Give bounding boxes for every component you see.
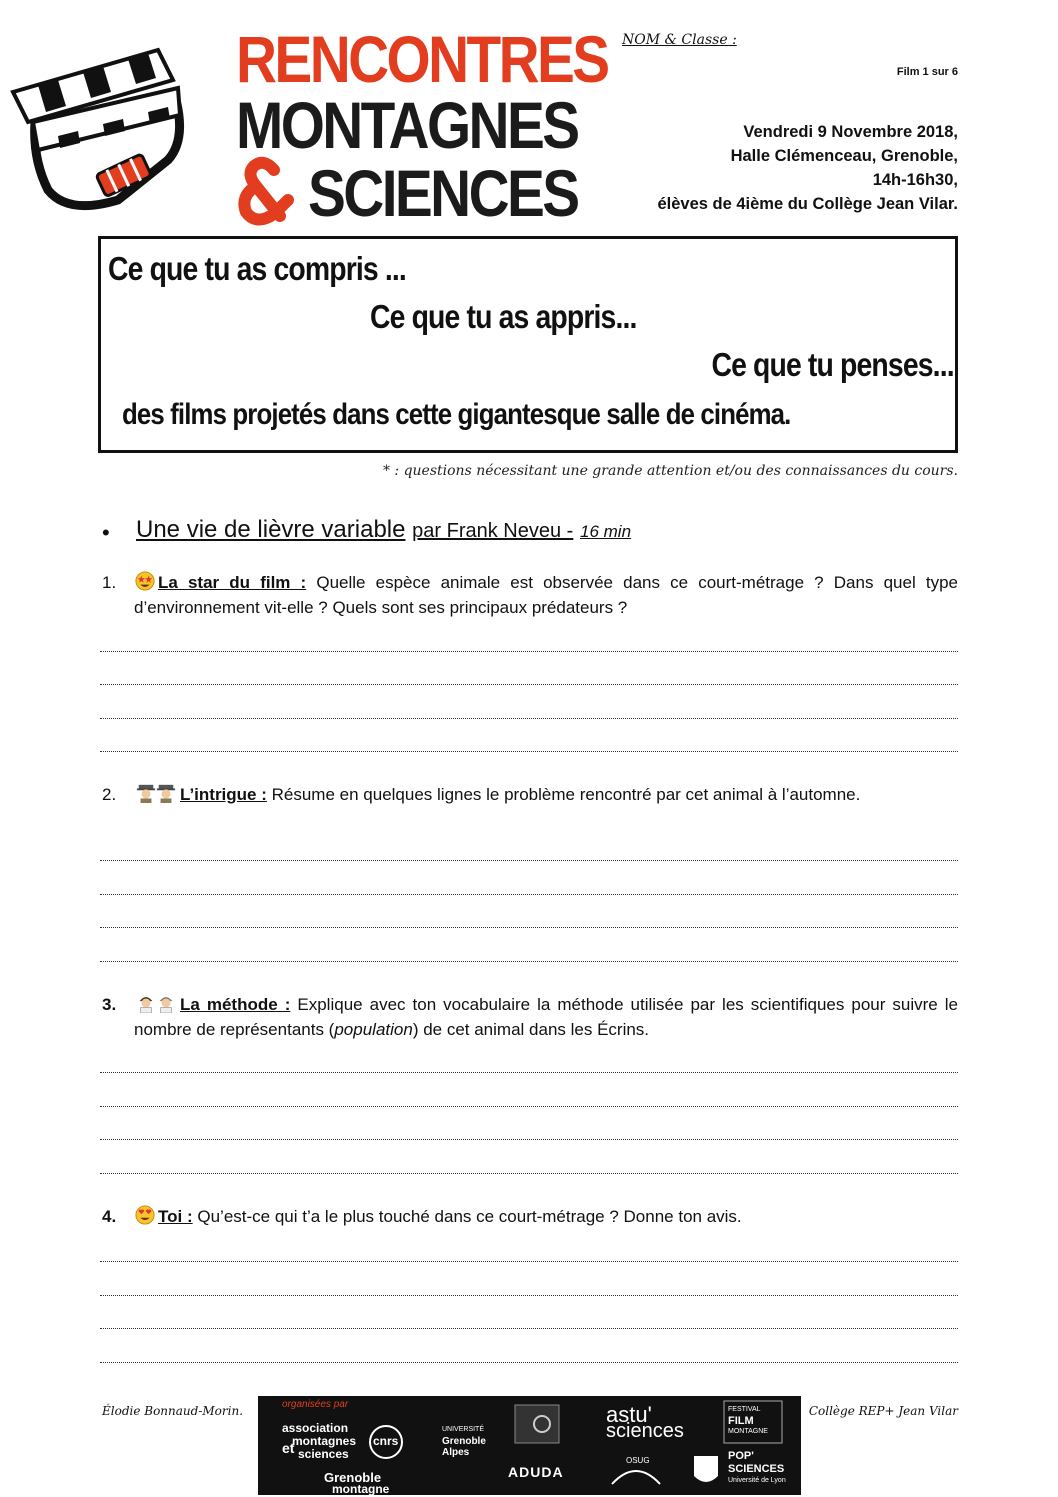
question-3 <box>102 992 958 1042</box>
event-location: Halle Clémenceau, Grenoble, <box>730 147 958 165</box>
banner-line-2: Ce que tu as appris... <box>370 298 637 335</box>
detective-icon <box>134 783 178 803</box>
question-text: Résume en quelques lignes le problème rencontré par cet animal à l’automne. <box>271 785 861 804</box>
bullet-icon: • <box>102 520 110 545</box>
question-text-italic: population <box>334 1020 413 1039</box>
pop-sciences-line1: POP' <box>728 1450 754 1462</box>
clapperboard-carabiner-logo <box>8 40 190 215</box>
event-time: 14h-16h30, <box>872 171 958 189</box>
uga-logo-line1: UNIVERSITÉ <box>442 1426 485 1433</box>
question-1 <box>102 570 958 620</box>
answer-line[interactable] <box>100 1173 958 1174</box>
answer-line[interactable] <box>100 1139 958 1140</box>
footer-school: Collège REP+ Jean Vilar <box>808 1404 958 1418</box>
question-number: 1. <box>102 573 117 592</box>
question-label: La méthode : <box>180 995 291 1014</box>
answer-line[interactable] <box>100 1328 958 1329</box>
aduda-logo: ADUDA <box>508 1464 564 1480</box>
answer-line[interactable] <box>100 1261 958 1262</box>
festival-logo-line1: FESTIVAL <box>728 1406 761 1413</box>
answer-line[interactable] <box>100 718 958 719</box>
question-label: La star du film : <box>158 573 307 592</box>
title-montagnes: MONTAGNES <box>236 88 578 162</box>
question-label: Toi : <box>158 1207 193 1226</box>
event-audience: élèves de 4ième du Collège Jean Vilar. <box>657 195 958 213</box>
title-sciences: SCIENCES <box>308 156 578 230</box>
event-info <box>657 120 958 216</box>
answer-line[interactable] <box>100 860 958 861</box>
banner-line-1: Ce que tu as compris ... <box>108 250 406 287</box>
uga-logo-line2: Grenoble <box>442 1436 486 1447</box>
answer-line[interactable] <box>100 894 958 895</box>
scientist-icon <box>134 993 178 1013</box>
event-date: Vendredi 9 Novembre 2018, <box>743 123 958 141</box>
amcs-logo-line4: sciences <box>298 1447 349 1461</box>
question-number: 4. <box>102 1207 117 1226</box>
uga-logo-line3: Alpes <box>442 1447 470 1458</box>
grenoble-montagne-line2: montagne <box>332 1482 390 1496</box>
film-counter: Film 1 sur 6 <box>896 66 958 78</box>
question-text-before: Explique avec ton vocabulaire la méthode utilisée par les scientifiques pour suivre le nombre de représentants ( <box>134 995 958 1039</box>
answer-line[interactable] <box>100 751 958 752</box>
answer-line[interactable] <box>100 684 958 685</box>
footnote-asterisk: * : questions nécessitant une grande attention et/ou des connaissances du cours. <box>382 463 958 479</box>
grenoble-montagne-line1: Grenoble <box>324 1470 382 1485</box>
pop-sciences-line2: SCIENCES <box>728 1463 785 1475</box>
question-label: L’intrigue : <box>180 785 267 804</box>
banner-line-3: Ce que tu penses... <box>711 346 954 383</box>
parc-ecrins-logo-icon <box>514 1404 560 1444</box>
astu-sciences-line1: astu' <box>606 1402 652 1427</box>
osug-dome-icon <box>608 1464 664 1486</box>
amcs-logo-line3: et <box>282 1440 295 1456</box>
film-author: par Frank Neveu - <box>412 520 574 542</box>
answer-line[interactable] <box>100 1362 958 1363</box>
question-text: Qu’est-ce qui t’a le plus touché dans ce court-métrage ? Donne ton avis. <box>197 1207 742 1226</box>
star-struck-face-icon <box>134 571 156 591</box>
heart-eyes-face-icon <box>134 1205 156 1225</box>
answer-line[interactable] <box>100 1295 958 1296</box>
festival-logo-line3: MONTAGNE <box>728 1428 768 1435</box>
question-2 <box>102 782 958 807</box>
astu-sciences-line2: sciences <box>606 1420 684 1442</box>
pop-sciences-shield-icon <box>692 1454 720 1488</box>
ampersand-logo-icon <box>234 156 300 226</box>
cnrs-logo-text: cnrs <box>373 1434 399 1448</box>
sponsors-banner <box>258 1396 801 1495</box>
question-number: 3. <box>102 995 117 1014</box>
question-4 <box>102 1204 958 1229</box>
answer-line[interactable] <box>100 1072 958 1073</box>
question-text-after: ) de cet animal dans les Écrins. <box>412 1020 650 1039</box>
film-duration: 16 min <box>580 522 632 541</box>
footer-author: Élodie Bonnaud-Morin. <box>102 1404 244 1418</box>
answer-line[interactable] <box>100 651 958 652</box>
film-title: Une vie de lièvre variable <box>136 516 406 543</box>
answer-line[interactable] <box>100 1106 958 1107</box>
amcs-logo-line1: association <box>282 1421 349 1435</box>
pop-sciences-line3: Université de Lyon <box>728 1477 786 1484</box>
answer-line[interactable] <box>100 927 958 928</box>
organised-by-label: organisées par <box>282 1399 349 1410</box>
osug-logo: OSUG <box>626 1456 650 1465</box>
amcs-logo-line2: montagnes <box>292 1434 357 1448</box>
section-title <box>136 516 631 544</box>
name-class-field[interactable]: NOM & Classe : <box>622 32 737 48</box>
answer-line[interactable] <box>100 961 958 962</box>
festival-logo-line2: FILM <box>728 1415 754 1427</box>
banner-line-4: des films projetés dans cette gigantesque salle de cinéma. <box>122 398 791 431</box>
title-rencontres: RENCONTRES <box>236 22 608 96</box>
question-text: Quelle espèce animale est observée dans ce court-métrage ? Dans quel type d’environnement vit-elle ? Quels sont ses principaux prédateurs ? <box>134 573 958 617</box>
question-number: 2. <box>102 785 117 804</box>
